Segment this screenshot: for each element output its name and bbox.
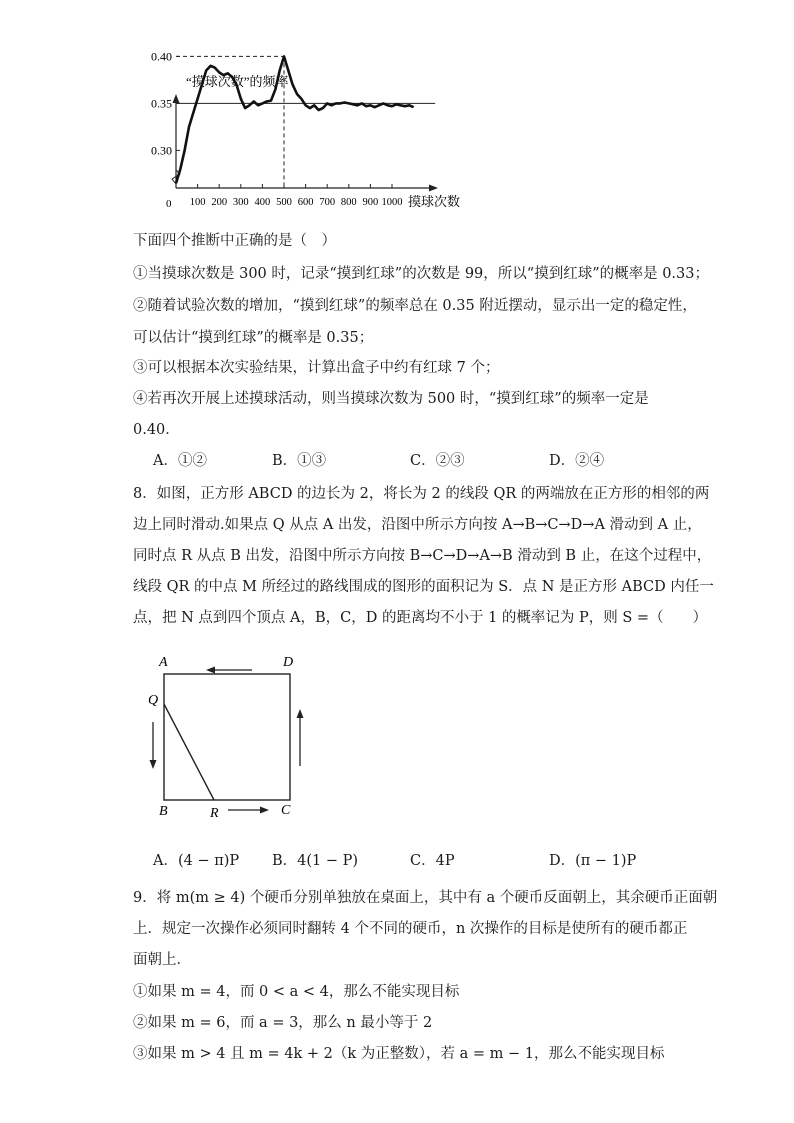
q9-statement-3: ③如果 m > 4 且 m = 4k + 2（k 为正整数），若 a = m − 1，那么不能实现目标	[133, 1046, 665, 1062]
x-axis-arrow	[429, 185, 438, 192]
arrow-bottom-right-head	[260, 807, 269, 814]
x-tick-label: 400	[254, 197, 271, 208]
label-r: R	[210, 806, 219, 821]
y-axis-arrow	[173, 94, 180, 103]
y-tick-label: 0.40	[151, 49, 172, 64]
x-tick-label: 200	[211, 197, 228, 208]
x-tick-label: 800	[340, 197, 357, 208]
q7-statement-2a: ②随着试验次数的增加，“摸到红球”的频率总在 0.35 附近摆动，显示出一定的稳定性，	[133, 298, 697, 314]
q9-line-2: 上．规定一次操作必须同时翻转 4 个不同的硬币，n 次操作的目标是使所有的硬币都正	[133, 921, 688, 937]
q8-option-b: B．4(1 − P)	[272, 853, 359, 869]
q9-statement-1: ①如果 m = 4，而 0 < a < 4，那么不能实现目标	[133, 984, 460, 1000]
q8-line-1: 8．如图，正方形 ABCD 的边长为 2，将长为 2 的线段 QR 的两端放在正方形的相邻的两	[133, 486, 710, 502]
q7-option-d: D．②④	[549, 453, 605, 469]
square-abcd	[164, 674, 290, 800]
arrow-left-down-head	[150, 760, 157, 769]
q9-line-3: 面朝上．	[133, 952, 191, 968]
square-figure	[140, 648, 310, 823]
x-tick-label: 300	[232, 197, 249, 208]
chart-title: “摸球次数”的频率	[186, 74, 289, 89]
x-tick-label: 600	[297, 197, 314, 208]
q7-statement-3: ③可以根据本次实验结果，计算出盒子中约有红球 7 个；	[133, 360, 500, 376]
chart-origin-label: 0	[166, 198, 172, 210]
x-tick-label: 1000	[381, 197, 403, 208]
q7-statement-4b: 0.40．	[133, 422, 180, 438]
q7-statement-1: ①当摸球次数是 300 时，记录“摸到红球”的次数是 99，所以“摸到红球”的概率是 0.33；	[133, 266, 709, 282]
label-d: D	[283, 655, 294, 670]
q8-line-5: 点，把 N 点到四个顶点 A，B，C，D 的距离均不小于 1 的概率记为 P，则 S =（ ）	[133, 610, 708, 626]
x-tick-label: 100	[189, 197, 206, 208]
chart-x-axis-label: 摸球次数	[408, 194, 461, 209]
q8-line-4: 线段 QR 的中点 M 所经过的路线围成的图形的面积记为 S．点 N 是正方形 ABCD 内任一	[133, 579, 714, 595]
label-q: Q	[148, 693, 159, 708]
segment-qr	[164, 704, 214, 800]
q9-line-1: 9．将 m(m ≥ 4) 个硬币分别单独放在桌面上，其中有 a 个硬币反面朝上，其余硬币正面朝	[133, 890, 718, 906]
q7-option-a: A．①②	[153, 453, 207, 469]
frequency-chart-svg	[140, 49, 480, 216]
x-tick-label: 700	[319, 197, 336, 208]
q7-statement-4a: ④若再次开展上述摸球活动，则当摸球次数为 500 时，“摸到红球”的频率一定是	[133, 391, 649, 407]
q8-option-c: C．4P	[410, 853, 455, 869]
x-tick-label: 900	[362, 197, 379, 208]
y-tick-label: 0.30	[151, 143, 172, 158]
q9-statement-2: ②如果 m = 6，而 a = 3，那么 n 最小等于 2	[133, 1015, 433, 1031]
arrow-right-up-head	[297, 709, 304, 718]
q8-option-d: D．(π − 1)P	[549, 853, 637, 869]
q8-line-2: 边上同时滑动.如果点 Q 从点 A 出发，沿图中所示方向按 A→B→C→D→A 滑动到 A 止，	[133, 517, 702, 533]
label-a: A	[159, 655, 168, 670]
q7-option-c: C．②③	[410, 453, 465, 469]
y-tick-label: 0.35	[151, 96, 172, 111]
chart-axes	[172, 94, 438, 192]
q8-line-3: 同时点 R 从点 B 出发，沿图中所示方向按 B→C→D→A→B 滑动到 B 止，在这个过程中，	[133, 548, 712, 564]
q7-stem: 下面四个推断中正确的是（ ）	[133, 233, 336, 249]
square-figure-svg	[140, 648, 310, 823]
q8-option-a: A．(4 − π)P	[153, 853, 240, 869]
frequency-chart	[140, 49, 480, 216]
label-b: B	[159, 804, 168, 819]
arrow-top-left-head	[206, 667, 215, 674]
q7-statement-2b: 可以估计“摸到红球”的概率是 0.35；	[133, 330, 374, 346]
q7-option-b: B．①③	[272, 453, 327, 469]
x-tick-label: 500	[276, 197, 292, 208]
label-c: C	[281, 803, 291, 818]
